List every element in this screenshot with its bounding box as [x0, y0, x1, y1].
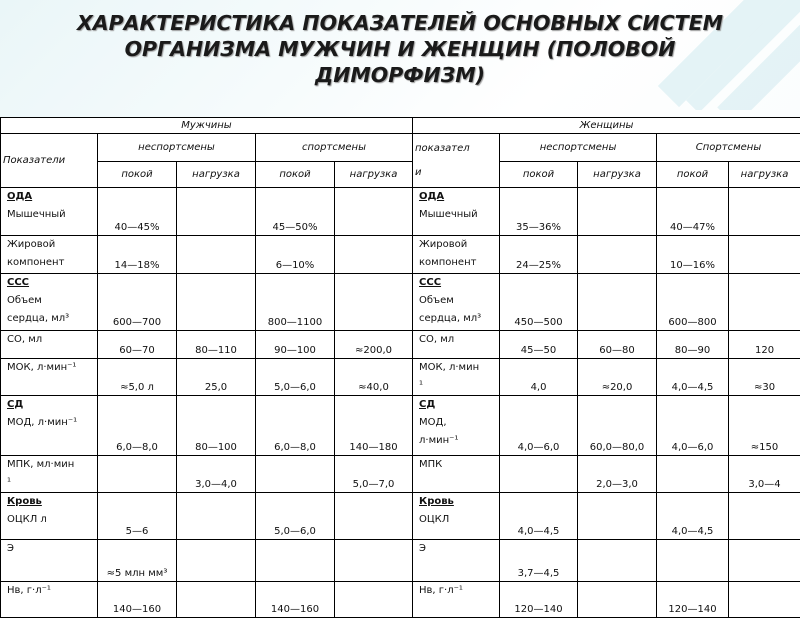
- value-cell: [256, 540, 335, 582]
- value-cell: 600—800: [657, 274, 729, 331]
- value-cell: 40—47%: [657, 188, 729, 236]
- row-label-line: СО, мл: [7, 331, 95, 349]
- men-nonathletes-header: неспортсмены: [98, 134, 256, 162]
- value-cell: 4,0—4,5: [657, 359, 729, 396]
- value-cell: [177, 188, 256, 236]
- indicators-header-women-line1: показател: [415, 137, 497, 161]
- row-label-line: Э: [419, 540, 497, 558]
- value-cell: 14—18%: [98, 236, 177, 274]
- value-cell: 60,0—80,0: [578, 396, 657, 456]
- row-label-line: Мышечный: [419, 206, 497, 224]
- row-label-line: компонент: [419, 254, 497, 272]
- row-label-line: Кровь: [7, 493, 95, 511]
- value-cell: 45—50: [500, 331, 578, 359]
- table-row: [1, 396, 800, 456]
- row-label: [413, 331, 500, 359]
- title-line-2: ОРГАНИЗМА МУЖЧИН И ЖЕНЩИН (ПОЛОВОЙ: [0, 36, 800, 62]
- value-cell: 10—16%: [657, 236, 729, 274]
- table-row: [1, 188, 800, 236]
- row-label-line: Жировой: [7, 236, 95, 254]
- row-label-line: ОЦКЛ л: [7, 511, 95, 529]
- value-cell: [578, 236, 657, 274]
- value-cell: 3,0—4: [729, 456, 800, 493]
- value-cell: 4,0: [500, 359, 578, 396]
- value-cell: 80—100: [177, 396, 256, 456]
- row-label-line: Нв, г·л⁻¹: [7, 582, 95, 600]
- row-label-line: Мышечный: [7, 206, 95, 224]
- comparison-table: [0, 117, 800, 618]
- load-header: нагрузка: [729, 162, 800, 188]
- value-cell: 80—90: [657, 331, 729, 359]
- row-label-line: ¹: [419, 377, 497, 395]
- value-cell: [578, 540, 657, 582]
- row-label-line: сердца, мл³: [419, 310, 497, 328]
- row-label-line: СД: [7, 396, 95, 414]
- value-cell: 6—10%: [256, 236, 335, 274]
- value-cell: [177, 493, 256, 540]
- slide-title: [0, 10, 800, 88]
- indicators-header-men: Показатели: [1, 134, 98, 188]
- table-row: [1, 274, 800, 331]
- row-label-line: МОК, л·мин⁻¹: [7, 359, 95, 377]
- rest-header: покой: [256, 162, 335, 188]
- value-cell: [335, 540, 413, 582]
- value-cell: ≈200,0: [335, 331, 413, 359]
- indicators-header-women-line2: и: [415, 161, 497, 185]
- value-cell: 60—70: [98, 331, 177, 359]
- value-cell: [578, 188, 657, 236]
- row-label-line: ОДА: [7, 188, 95, 206]
- value-cell: [256, 456, 335, 493]
- value-cell: 25,0: [177, 359, 256, 396]
- table-row: [1, 456, 800, 493]
- value-cell: [98, 456, 177, 493]
- value-cell: [177, 540, 256, 582]
- value-cell: 45—50%: [256, 188, 335, 236]
- row-label-line: ¹: [7, 474, 95, 492]
- title-line-3: ДИМОРФИЗМ): [0, 62, 800, 88]
- value-cell: 3,7—4,5: [500, 540, 578, 582]
- value-cell: [578, 493, 657, 540]
- row-label-line: ОЦКЛ: [419, 511, 497, 529]
- value-cell: 24—25%: [500, 236, 578, 274]
- row-label-line: МОД,: [419, 414, 497, 432]
- value-cell: 80—110: [177, 331, 256, 359]
- row-label: [413, 456, 500, 493]
- row-label-line: Жировой: [419, 236, 497, 254]
- value-cell: ≈30: [729, 359, 800, 396]
- row-label: [1, 493, 98, 540]
- row-label-line: СО, мл: [419, 331, 497, 349]
- value-cell: 4,0—4,5: [657, 493, 729, 540]
- row-label: [413, 359, 500, 396]
- value-cell: 5,0—7,0: [335, 456, 413, 493]
- value-cell: 2,0—3,0: [578, 456, 657, 493]
- table-row: [1, 359, 800, 396]
- men-header: Мужчины: [1, 118, 413, 134]
- row-label-line: сердца, мл³: [7, 310, 95, 328]
- value-cell: [578, 274, 657, 331]
- row-label: [1, 236, 98, 274]
- value-cell: 120: [729, 331, 800, 359]
- women-header: Женщины: [413, 118, 800, 134]
- table-row: [1, 540, 800, 582]
- value-cell: [177, 236, 256, 274]
- row-label-line: компонент: [7, 254, 95, 272]
- row-label: [413, 274, 500, 331]
- value-cell: 5,0—6,0: [256, 359, 335, 396]
- row-label: [413, 540, 500, 582]
- value-cell: 40—45%: [98, 188, 177, 236]
- value-cell: 6,0—8,0: [98, 396, 177, 456]
- rest-header: покой: [98, 162, 177, 188]
- value-cell: 35—36%: [500, 188, 578, 236]
- value-cell: [729, 493, 800, 540]
- men-athletes-header: спортсмены: [256, 134, 413, 162]
- value-cell: [729, 540, 800, 582]
- table-row: [1, 331, 800, 359]
- value-cell: ≈150: [729, 396, 800, 456]
- value-cell: 4,0—6,0: [657, 396, 729, 456]
- row-label-line: СД: [419, 396, 497, 414]
- value-cell: [335, 274, 413, 331]
- value-cell: 140—180: [335, 396, 413, 456]
- table-row: [1, 236, 800, 274]
- row-label-line: МПК: [419, 456, 497, 474]
- value-cell: 5—6: [98, 493, 177, 540]
- row-label: [1, 456, 98, 493]
- value-cell: 3,0—4,0: [177, 456, 256, 493]
- value-cell: 120—140: [657, 582, 729, 618]
- women-athletes-header: Спортсмены: [657, 134, 800, 162]
- load-header: нагрузка: [335, 162, 413, 188]
- value-cell: [500, 456, 578, 493]
- value-cell: ≈5,0 л: [98, 359, 177, 396]
- value-cell: 450—500: [500, 274, 578, 331]
- value-cell: 6,0—8,0: [256, 396, 335, 456]
- value-cell: 120—140: [500, 582, 578, 618]
- value-cell: 800—1100: [256, 274, 335, 331]
- value-cell: 600—700: [98, 274, 177, 331]
- value-cell: 140—160: [256, 582, 335, 618]
- indicators-header-women: [413, 134, 500, 188]
- row-label: [1, 540, 98, 582]
- rest-header: покой: [500, 162, 578, 188]
- value-cell: [657, 456, 729, 493]
- women-nonathletes-header: неспортсмены: [500, 134, 657, 162]
- row-label: [413, 396, 500, 456]
- row-label: [413, 236, 500, 274]
- value-cell: 4,0—6,0: [500, 396, 578, 456]
- value-cell: ≈40,0: [335, 359, 413, 396]
- row-label: [413, 493, 500, 540]
- value-cell: 4,0—4,5: [500, 493, 578, 540]
- rest-header: покой: [657, 162, 729, 188]
- value-cell: [657, 540, 729, 582]
- row-label-line: ССС: [419, 274, 497, 292]
- load-header: нагрузка: [177, 162, 256, 188]
- value-cell: [335, 188, 413, 236]
- value-cell: ≈5 млн мм³: [98, 540, 177, 582]
- value-cell: ≈20,0: [578, 359, 657, 396]
- value-cell: 60—80: [578, 331, 657, 359]
- value-cell: 90—100: [256, 331, 335, 359]
- value-cell: [729, 236, 800, 274]
- row-label-line: Объем: [7, 292, 95, 310]
- row-label: [1, 274, 98, 331]
- value-cell: 140—160: [98, 582, 177, 618]
- value-cell: [177, 274, 256, 331]
- row-label-line: Объем: [419, 292, 497, 310]
- row-label-line: МОД, л·мин⁻¹: [7, 414, 95, 432]
- value-cell: 5,0—6,0: [256, 493, 335, 540]
- row-label-line: Э: [7, 540, 95, 558]
- row-label: [1, 188, 98, 236]
- row-label: [1, 331, 98, 359]
- row-label-line: Кровь: [419, 493, 497, 511]
- row-label-line: ССС: [7, 274, 95, 292]
- row-label-line: МПК, мл·мин: [7, 456, 95, 474]
- load-header: нагрузка: [578, 162, 657, 188]
- value-cell: [729, 274, 800, 331]
- row-label-line: ОДА: [419, 188, 497, 206]
- row-label: [1, 359, 98, 396]
- row-label-line: Нв, г·л⁻¹: [419, 582, 497, 600]
- table-row: [1, 493, 800, 540]
- row-label-line: МОК, л·мин: [419, 359, 497, 377]
- row-label: [413, 188, 500, 236]
- value-cell: [335, 493, 413, 540]
- row-label: [1, 396, 98, 456]
- value-cell: [335, 236, 413, 274]
- row-label-line: л·мин⁻¹: [419, 432, 497, 450]
- title-line-1: ХАРАКТЕРИСТИКА ПОКАЗАТЕЛЕЙ ОСНОВНЫХ СИСТЕМ: [0, 10, 800, 36]
- value-cell: [729, 188, 800, 236]
